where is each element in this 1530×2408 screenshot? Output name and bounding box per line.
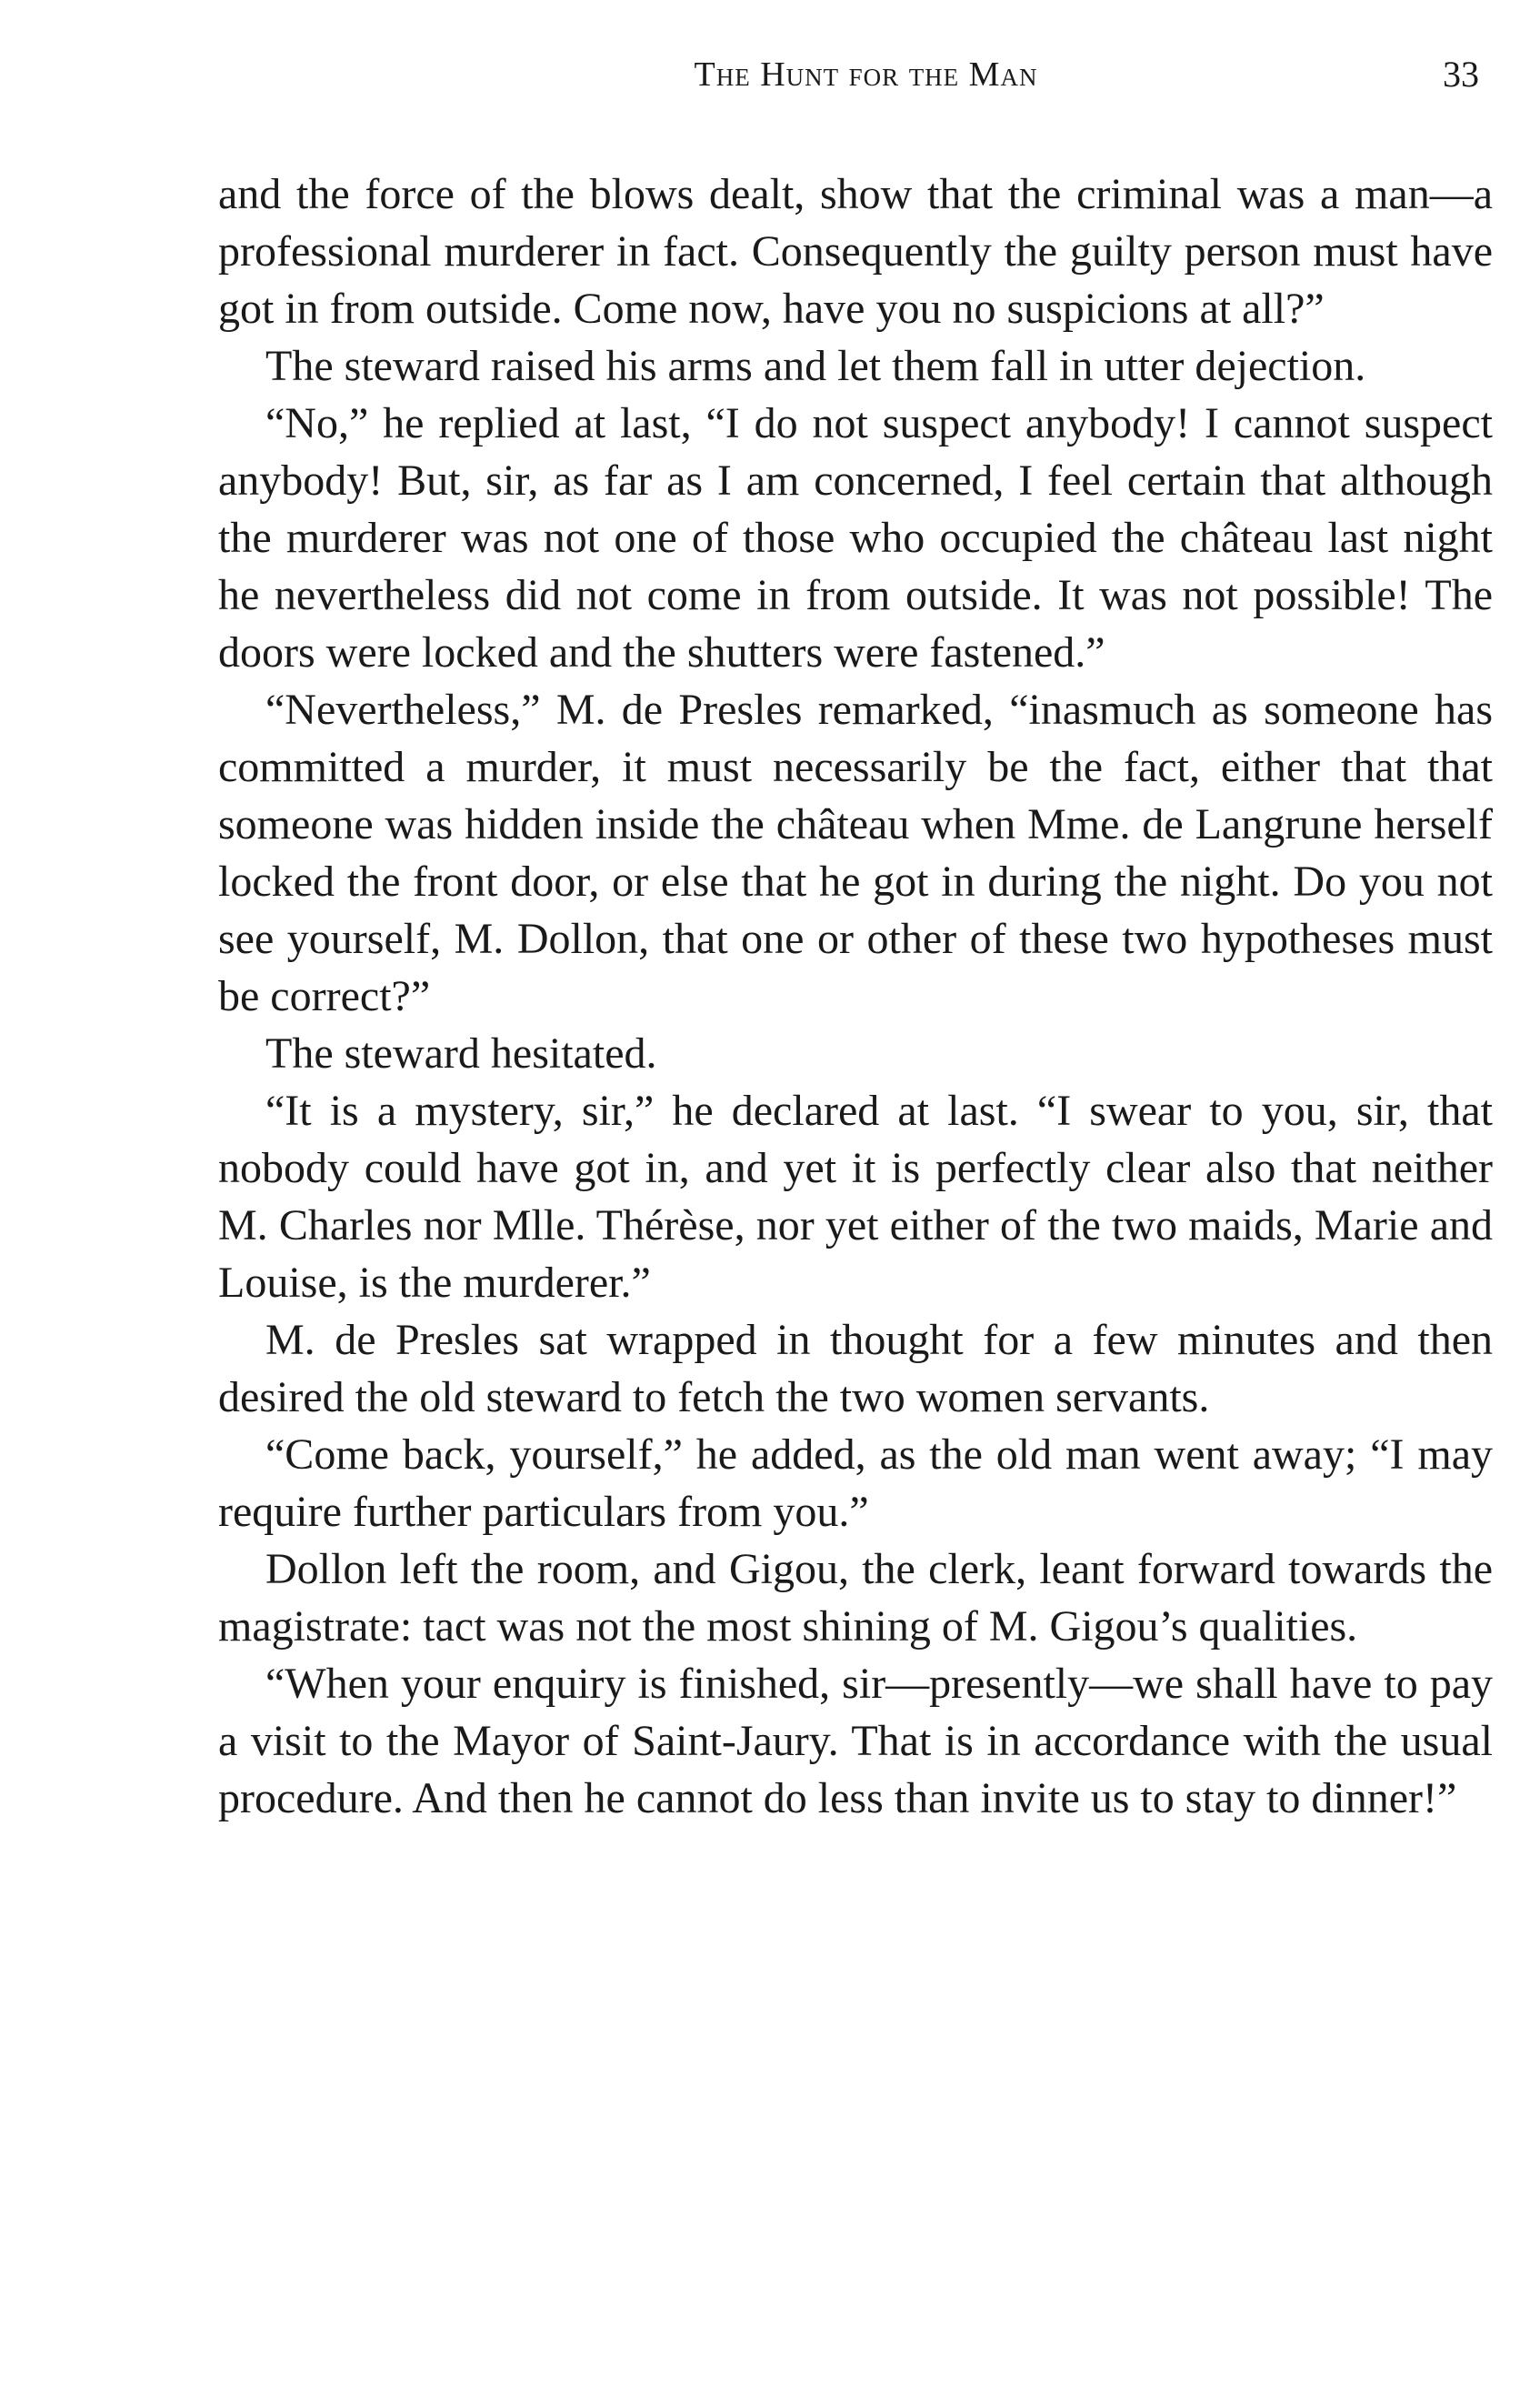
running-head: [218, 47, 1514, 102]
paragraph: The steward raised his arms and let them fall in utter dejection.: [265, 342, 1366, 390]
paragraph: Dollon left the room, and Gigou, the clerk, leant forward towards the magistrate: tact was not the most shining of M. Gigou’s qualities.: [218, 1545, 1493, 1650]
page-number: 33: [1443, 54, 1479, 95]
paragraph: M. de Presles sat wrapped in thought for a few minutes and then desired the old steward to fetch the two women servants.: [218, 1316, 1493, 1421]
paragraph: “It is a mystery, sir,” he declared at last. “I swear to you, sir, that nobody could have got in, and yet it is perfectly clear also that neither M. Charles nor Mlle. Thérèse, nor yet either of the two maids, Marie and Louise, is the murderer.”: [218, 1087, 1493, 1307]
paragraph: “Come back, yourself,” he added, as the old man went away; “I may require further particulars from you.”: [218, 1430, 1493, 1536]
body-text: [218, 166, 1493, 1827]
paragraph: “When your enquiry is finished, sir—presently—we shall have to pay a visit to the Mayor of Saint-Jaury. That is in accordance with the usual procedure. And then he cannot do less than invite us to stay to dinner!”: [218, 1660, 1493, 1822]
paragraph: “No,” he replied at last, “I do not suspect anybody! I cannot suspect anybody! But, sir, as far as I am concerned, I feel certain that although the murderer was not one of those who occupied the château last night he nevertheless did not come in from outside. It was not possible! The doors were locked and the shutters were fastened.”: [218, 399, 1493, 677]
paragraph: “Nevertheless,” M. de Presles remarked, “inasmuch as someone has committed a murder, it must necessarily be the fact, either that that someone was hidden inside the château when Mme. de Langrune herself locked the front door, or else that he got in during the night. Do you not see yourself, M. Dollon, that one or other of these two hypotheses must be correct?”: [218, 686, 1493, 1020]
running-title: The Hunt for the Man: [694, 55, 1038, 94]
paragraph: The steward hesitated.: [265, 1029, 657, 1078]
paragraph: and the force of the blows dealt, show that the criminal was a man—a professional murderer in fact. Consequently the guilty person must have got in from outside. Come now, have you no suspicions at all?”: [218, 170, 1493, 333]
